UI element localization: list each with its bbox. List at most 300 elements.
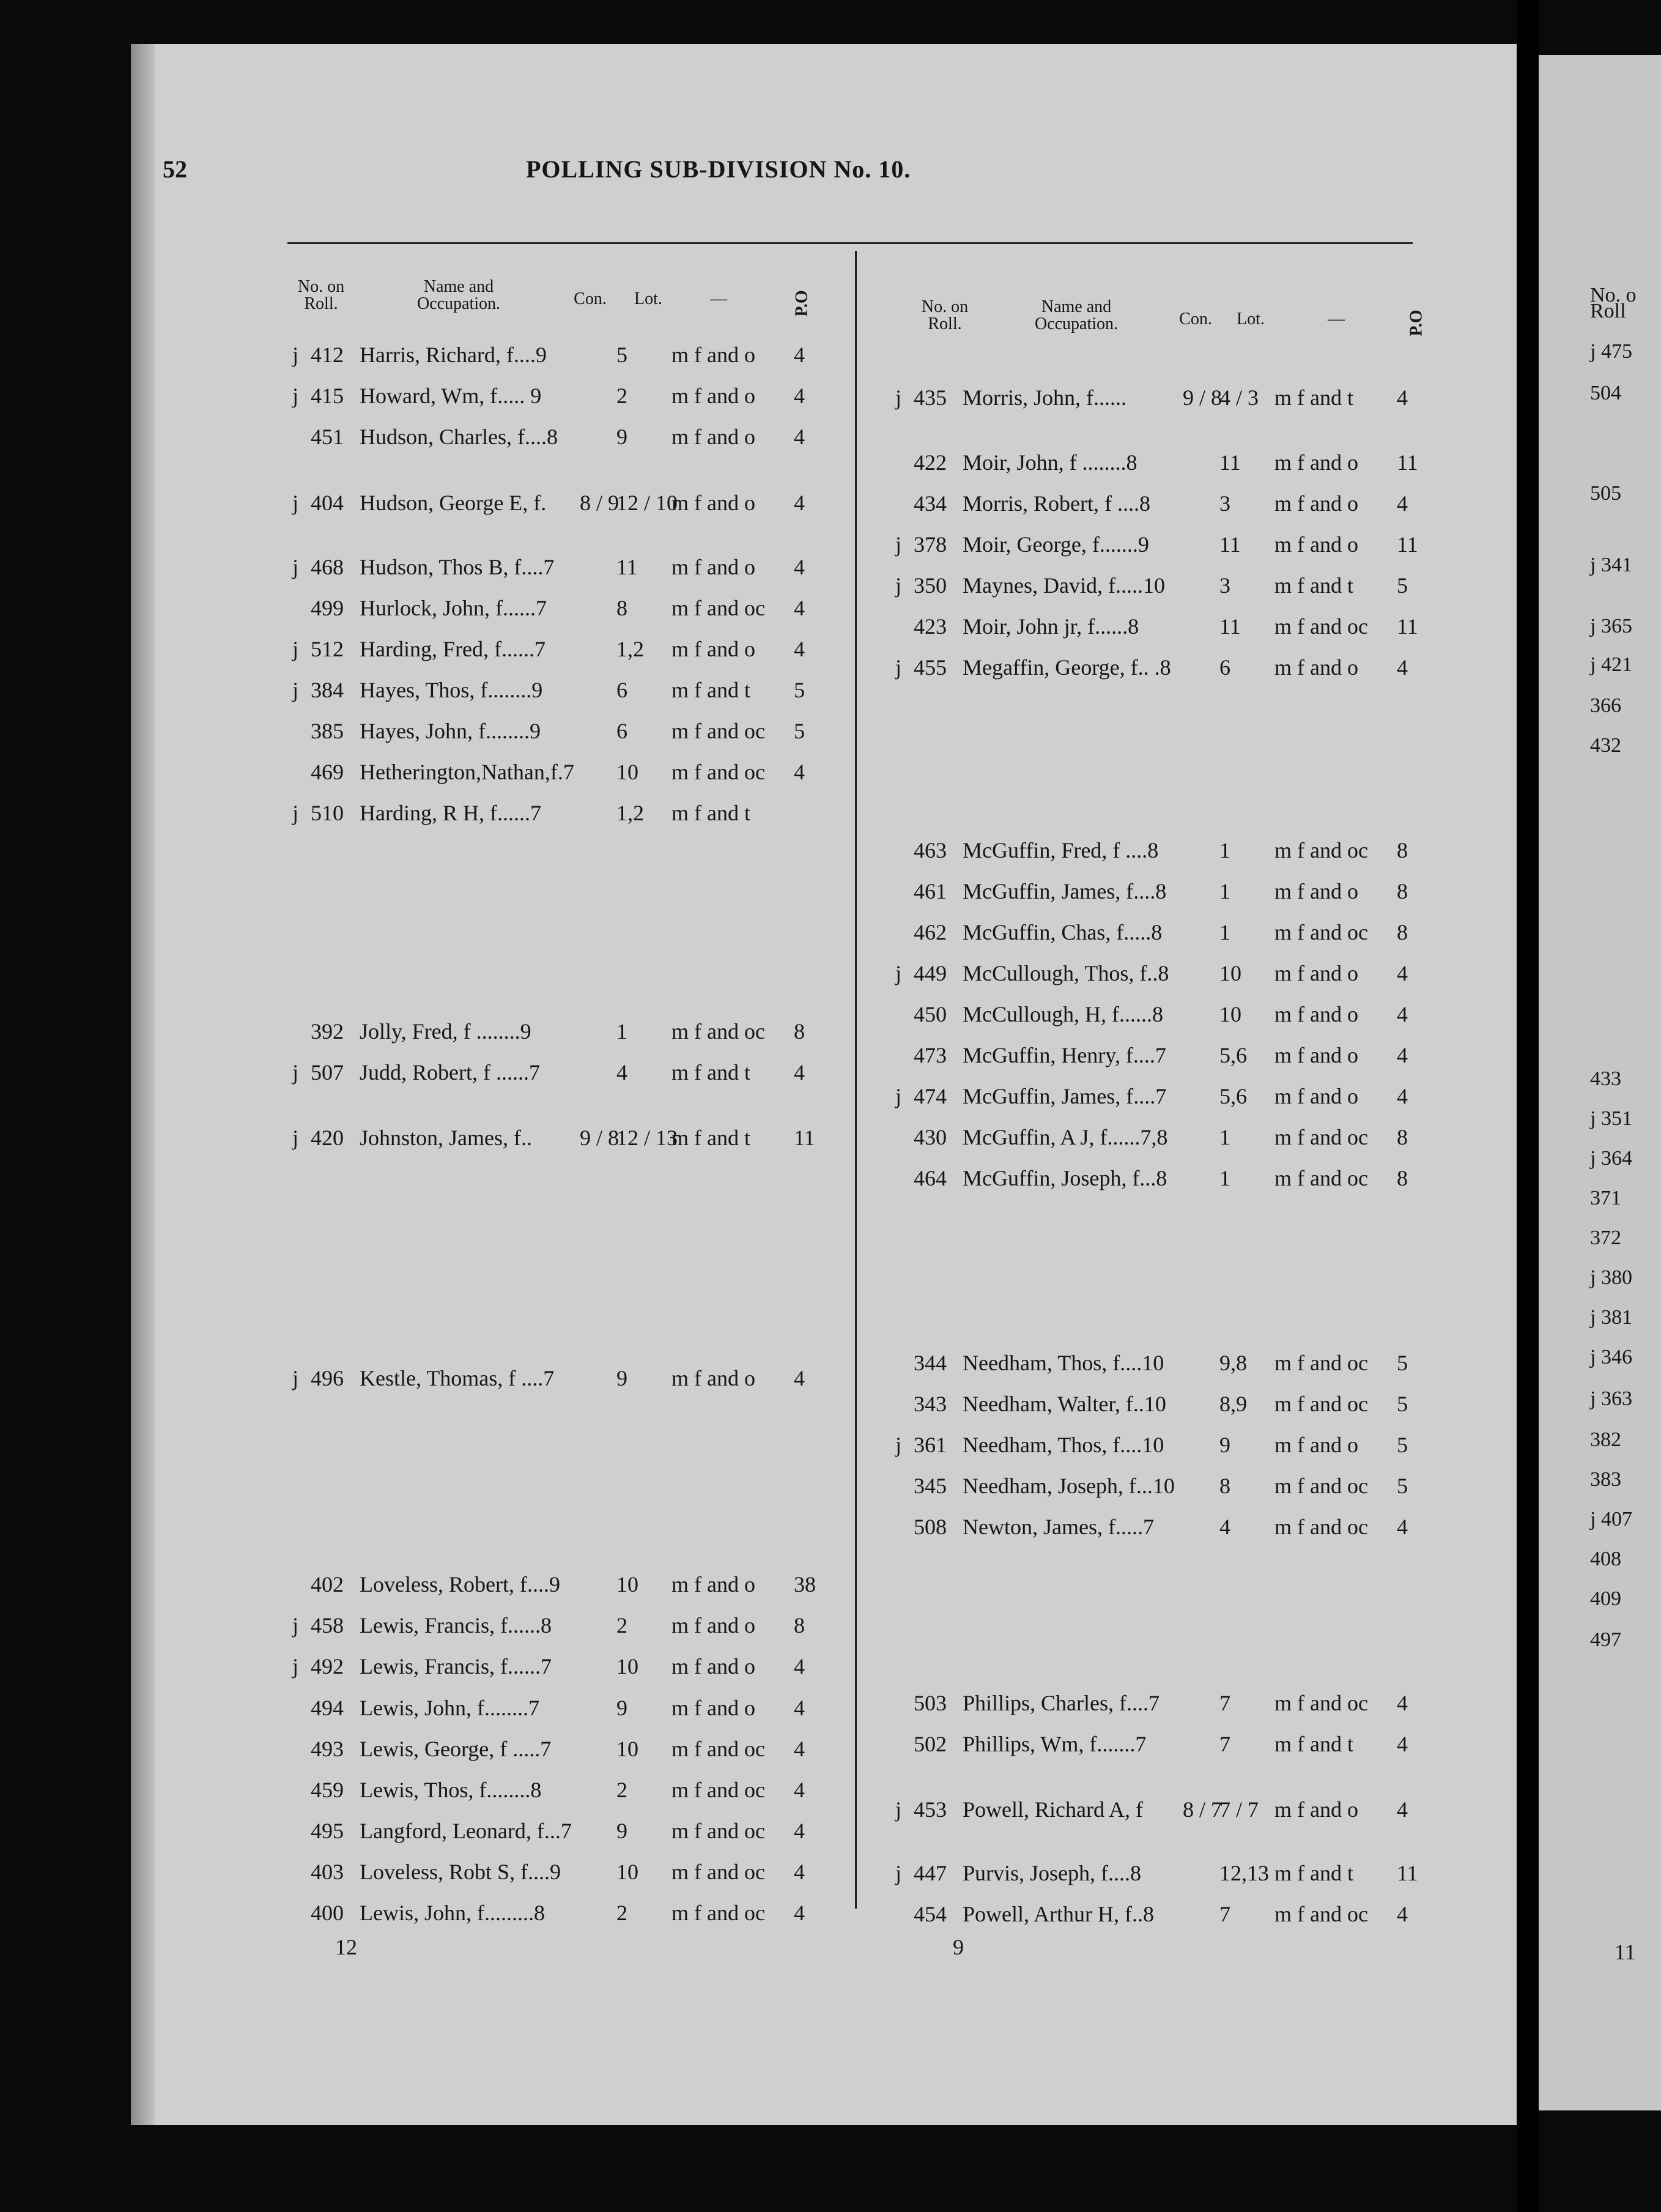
lot-number: 5 <box>616 343 627 367</box>
voter-name: McCullough, Thos, f..8 <box>963 961 1169 985</box>
occupation-code: m f and oc <box>1274 1902 1368 1926</box>
col-head-dash-right: — <box>1328 310 1345 328</box>
adjacent-page-fragment-text: 408 <box>1590 1548 1621 1570</box>
roll-number: 450 <box>914 1002 947 1026</box>
occupation-code: m f and t <box>1274 1732 1353 1756</box>
voter-name: Hayes, John, f........9 <box>360 719 541 743</box>
adjacent-page-fragment-text: j 407 <box>1590 1508 1632 1531</box>
occupation-code: m f and oc <box>671 1901 765 1925</box>
gutter-shadow <box>1517 0 1539 2212</box>
occupation-code: m f and t <box>1274 1861 1353 1885</box>
lot-number: 5,6 <box>1219 1043 1247 1067</box>
voter-name: Purvis, Joseph, f....8 <box>963 1861 1142 1885</box>
voter-name: McGuffin, Joseph, f...8 <box>963 1166 1167 1190</box>
voter-name: McGuffin, Chas, f.....8 <box>963 920 1163 945</box>
juror-mark: j <box>895 961 902 985</box>
occupation-code: m f and oc <box>671 1778 765 1802</box>
voter-name: Needham, Walter, f..10 <box>963 1392 1166 1416</box>
roll-number: 451 <box>311 425 344 449</box>
lot-number: 10 <box>616 1860 638 1884</box>
lot-number: 10 <box>616 1572 638 1597</box>
juror-mark: j <box>292 384 299 408</box>
occupation-code: m f and o <box>1274 1002 1358 1026</box>
voter-name: Hudson, George E, f. <box>360 491 547 515</box>
juror-mark: j <box>292 1126 299 1150</box>
roll-number: 402 <box>311 1572 344 1597</box>
occupation-code: m f and o <box>671 1366 755 1390</box>
voter-name: McGuffin, James, f....7 <box>963 1084 1167 1108</box>
post-office: 4 <box>1397 385 1408 410</box>
voter-name: Howard, Wm, f..... 9 <box>360 384 542 408</box>
roll-number: 423 <box>914 614 947 639</box>
voter-name: Newton, James, f.....7 <box>963 1515 1154 1539</box>
roll-number: 420 <box>311 1126 344 1150</box>
page-title: POLLING SUB-DIVISION No. 10. <box>526 155 911 183</box>
adjacent-page-fragment-text: Roll <box>1590 300 1626 322</box>
post-office: 4 <box>794 1737 805 1761</box>
roll-number: 400 <box>311 1901 344 1925</box>
adjacent-page-fragment-text: 371 <box>1590 1187 1621 1209</box>
concession-pair: 9 / 8 <box>580 1126 620 1150</box>
voter-name: Megaffin, George, f.. .8 <box>963 655 1171 680</box>
lot-pair: 12 / 10 <box>616 491 678 515</box>
voter-name: Hetherington,Nathan,f.7 <box>360 760 574 784</box>
adjacent-page-fragment-text: 504 <box>1590 382 1621 404</box>
roll-number: 503 <box>914 1691 947 1715</box>
lot-number: 9,8 <box>1219 1351 1247 1375</box>
voter-name: Harding, R H, f......7 <box>360 801 541 825</box>
occupation-code: m f and o <box>1274 532 1358 557</box>
post-office: 11 <box>794 1126 815 1150</box>
juror-mark: j <box>895 1861 902 1885</box>
occupation-code: m f and o <box>671 425 755 449</box>
col-head-con-right: Con. <box>1179 310 1212 328</box>
post-office: 4 <box>1397 1797 1408 1822</box>
adjacent-page-fragment-text: j 421 <box>1590 653 1632 676</box>
voter-name: Lewis, Francis, f......8 <box>360 1613 552 1638</box>
voter-name: Langford, Leonard, f...7 <box>360 1819 572 1843</box>
occupation-code: m f and oc <box>671 1819 765 1843</box>
post-office: 4 <box>1397 1902 1408 1926</box>
voter-name: Loveless, Robert, f....9 <box>360 1572 560 1597</box>
post-office: 8 <box>1397 838 1408 863</box>
lot-number: 5,6 <box>1219 1084 1247 1108</box>
post-office: 4 <box>794 1901 805 1925</box>
occupation-code: m f and o <box>671 555 755 579</box>
header-rule <box>287 242 1413 244</box>
roll-number: 345 <box>914 1474 947 1498</box>
adjacent-page-fragment-text: 433 <box>1590 1067 1621 1090</box>
roll-number: 492 <box>311 1654 344 1679</box>
voter-name: Maynes, David, f.....10 <box>963 573 1165 598</box>
juror-mark: j <box>895 1084 902 1108</box>
adjacent-page-fragment-text: 382 <box>1590 1428 1621 1451</box>
roll-number: 461 <box>914 879 947 904</box>
roll-number: 350 <box>914 573 947 598</box>
voter-name: Lewis, Francis, f......7 <box>360 1654 552 1679</box>
occupation-code: m f and o <box>671 1654 755 1679</box>
voter-name: Lewis, Thos, f........8 <box>360 1778 542 1802</box>
lot-number: 9 <box>616 1696 627 1720</box>
post-office: 4 <box>1397 1002 1408 1026</box>
juror-mark: j <box>895 385 902 410</box>
roll-number: 392 <box>311 1019 344 1044</box>
lot-number: 9 <box>616 1366 627 1390</box>
occupation-code: m f and o <box>1274 961 1358 985</box>
voter-name: Morris, John, f...... <box>963 385 1126 410</box>
voter-name: Lewis, John, f.........8 <box>360 1901 545 1925</box>
post-office: 4 <box>1397 1084 1408 1108</box>
col-head-con: Con. <box>574 289 607 308</box>
roll-number: 404 <box>311 491 344 515</box>
post-office: 4 <box>1397 1732 1408 1756</box>
post-office: 38 <box>794 1572 816 1597</box>
occupation-code: m f and oc <box>1274 1515 1368 1539</box>
post-office: 8 <box>1397 879 1408 904</box>
adjacent-page-fragment-text: 366 <box>1590 694 1621 717</box>
post-office: 4 <box>794 1060 805 1085</box>
voter-name: Powell, Arthur H, f..8 <box>963 1902 1154 1926</box>
post-office: 4 <box>1397 1515 1408 1539</box>
occupation-code: m f and o <box>1274 1043 1358 1067</box>
juror-mark: j <box>895 1797 902 1822</box>
lot-number: 11 <box>616 555 638 579</box>
col-head-roll-right: No. on Roll. <box>921 297 969 333</box>
juror-mark: j <box>292 1613 299 1638</box>
concession-pair: 8 / 9 <box>580 491 620 515</box>
col-head-name-right: Name and Occupation. <box>1034 297 1119 333</box>
lot-number: 8 <box>1219 1474 1230 1498</box>
roll-number: 449 <box>914 961 947 985</box>
roll-number: 495 <box>311 1819 344 1843</box>
post-office: 4 <box>1397 655 1408 680</box>
voter-name: McCullough, H, f......8 <box>963 1002 1163 1026</box>
juror-mark: j <box>292 555 299 579</box>
roll-number: 455 <box>914 655 947 680</box>
post-office: 4 <box>794 637 805 661</box>
adjacent-page-fragment-text: 383 <box>1590 1468 1621 1491</box>
voter-name: Kestle, Thomas, f ....7 <box>360 1366 555 1390</box>
roll-number: 454 <box>914 1902 947 1926</box>
juror-mark: j <box>895 655 902 680</box>
occupation-code: m f and o <box>671 1696 755 1720</box>
occupation-code: m f and o <box>1274 879 1358 904</box>
lot-pair: 4 / 3 <box>1219 385 1259 410</box>
adjacent-page-fragment-text: j 364 <box>1590 1147 1632 1170</box>
col-head-roll: No. on Roll. <box>297 277 345 313</box>
juror-mark: j <box>292 801 299 825</box>
occupation-code: m f and oc <box>1274 1166 1368 1190</box>
occupation-code: m f and o <box>1274 1797 1358 1822</box>
adjacent-page-fragment-text: 505 <box>1590 482 1621 505</box>
post-office: 4 <box>794 1696 805 1720</box>
occupation-code: m f and o <box>671 343 755 367</box>
lot-number: 2 <box>616 1901 627 1925</box>
roll-number: 378 <box>914 532 947 557</box>
adjacent-page-fragment-text: j 381 <box>1590 1306 1632 1329</box>
lot-number: 9 <box>616 1819 627 1843</box>
adjacent-page-fragment-text: j 365 <box>1590 615 1632 637</box>
occupation-code: m f and oc <box>1274 1125 1368 1149</box>
lot-number: 11 <box>1219 532 1241 557</box>
voter-name: Loveless, Robt S, f....9 <box>360 1860 561 1884</box>
juror-mark: j <box>895 532 902 557</box>
post-office: 5 <box>1397 1392 1408 1416</box>
occupation-code: m f and o <box>671 491 755 515</box>
col-head-name: Name and Occupation. <box>416 277 501 313</box>
lot-number: 10 <box>616 1654 638 1679</box>
voter-name: Phillips, Wm, f.......7 <box>963 1732 1147 1756</box>
juror-mark: j <box>895 1433 902 1457</box>
roll-number: 412 <box>311 343 344 367</box>
roll-number: 384 <box>311 678 344 702</box>
roll-number: 344 <box>914 1351 947 1375</box>
voter-name: McGuffin, Fred, f ....8 <box>963 838 1159 863</box>
lot-number: 1 <box>1219 879 1230 904</box>
post-office: 4 <box>794 555 805 579</box>
occupation-code: m f and oc <box>1274 1691 1368 1715</box>
roll-number: 435 <box>914 385 947 410</box>
lot-number: 6 <box>1219 655 1230 680</box>
occupation-code: m f and t <box>1274 573 1353 598</box>
voter-name: Powell, Richard A, f <box>963 1797 1143 1822</box>
lot-number: 2 <box>616 1778 627 1802</box>
lot-number: 1 <box>1219 1166 1230 1190</box>
voter-name: Harris, Richard, f....9 <box>360 343 547 367</box>
post-office: 4 <box>794 1778 805 1802</box>
adjacent-page-fragment-text: j 346 <box>1590 1346 1632 1368</box>
voter-name: Phillips, Charles, f....7 <box>963 1691 1160 1715</box>
post-office: 4 <box>794 760 805 784</box>
post-office: 5 <box>1397 1433 1408 1457</box>
roll-number: 512 <box>311 637 344 661</box>
roll-number: 469 <box>311 760 344 784</box>
lot-pair: 7 / 7 <box>1219 1797 1259 1822</box>
post-office: 11 <box>1397 614 1418 639</box>
roll-number: 422 <box>914 450 947 475</box>
adjacent-page-fragment-text: j 341 <box>1590 554 1632 576</box>
adjacent-page-fragment-text: j 475 <box>1590 340 1632 363</box>
voter-name: Needham, Joseph, f...10 <box>963 1474 1175 1498</box>
roll-number: 447 <box>914 1861 947 1885</box>
col-head-po: P.O <box>792 290 812 317</box>
occupation-code: m f and oc <box>1274 838 1368 863</box>
voter-name: McGuffin, A J, f......7,8 <box>963 1125 1168 1149</box>
lot-number: 3 <box>1219 491 1230 516</box>
occupation-code: m f and oc <box>671 1737 765 1761</box>
roll-number: 343 <box>914 1392 947 1416</box>
post-office: 4 <box>794 384 805 408</box>
voter-name: Harding, Fred, f......7 <box>360 637 546 661</box>
post-office: 5 <box>794 719 805 743</box>
lot-number: 1 <box>616 1019 627 1044</box>
post-office: 8 <box>1397 920 1408 945</box>
adjacent-page-fragment-text: No. o <box>1590 284 1637 306</box>
occupation-code: m f and o <box>671 384 755 408</box>
adjacent-page-fragment-text: 409 <box>1590 1587 1621 1610</box>
col-head-lot: Lot. <box>634 289 662 308</box>
occupation-code: m f and o <box>1274 450 1358 475</box>
roll-number: 453 <box>914 1797 947 1822</box>
adjacent-page-fragment-text: j 380 <box>1590 1266 1632 1289</box>
lot-number: 7 <box>1219 1902 1230 1926</box>
post-office: 5 <box>1397 1351 1408 1375</box>
occupation-code: m f and oc <box>1274 920 1368 945</box>
occupation-code: m f and oc <box>1274 1474 1368 1498</box>
roll-number: 474 <box>914 1084 947 1108</box>
occupation-code: m f and o <box>1274 1084 1358 1108</box>
roll-number: 385 <box>311 719 344 743</box>
post-office: 4 <box>794 343 805 367</box>
occupation-code: m f and o <box>671 1572 755 1597</box>
post-office: 4 <box>794 425 805 449</box>
lot-number: 1 <box>1219 838 1230 863</box>
juror-mark: j <box>292 491 299 515</box>
roll-number: 361 <box>914 1433 947 1457</box>
post-office: 4 <box>794 491 805 515</box>
post-office: 4 <box>794 1366 805 1390</box>
lot-number: 6 <box>616 678 627 702</box>
occupation-code: m f and o <box>1274 655 1358 680</box>
adjacent-page-fragment-text: 372 <box>1590 1227 1621 1249</box>
juror-mark: j <box>292 1366 299 1390</box>
voter-name: McGuffin, James, f....8 <box>963 879 1167 904</box>
voter-name: McGuffin, Henry, f....7 <box>963 1043 1166 1067</box>
post-office: 4 <box>794 1819 805 1843</box>
voter-name: Lewis, George, f .....7 <box>360 1737 552 1761</box>
lot-number: 3 <box>1219 573 1230 598</box>
lot-number: 6 <box>616 719 627 743</box>
occupation-code: m f and oc <box>1274 1392 1368 1416</box>
occupation-code: m f and o <box>1274 1433 1358 1457</box>
occupation-code: m f and o <box>671 1613 755 1638</box>
occupation-code: m f and o <box>671 637 755 661</box>
post-office: 5 <box>794 678 805 702</box>
lot-number: 7 <box>1219 1691 1230 1715</box>
juror-mark: j <box>895 573 902 598</box>
post-office: 5 <box>1397 1474 1408 1498</box>
lot-number: 9 <box>616 425 627 449</box>
lot-number: 10 <box>1219 1002 1241 1026</box>
occupation-code: m f and t <box>671 1126 750 1150</box>
lot-number: 12,13 <box>1219 1861 1269 1885</box>
juror-mark: j <box>292 1654 299 1679</box>
concession-pair: 8 / 7 <box>1183 1797 1223 1822</box>
voter-name: Johnston, James, f.. <box>360 1126 532 1150</box>
lot-number: 8 <box>616 596 627 620</box>
post-office: 4 <box>1397 491 1408 516</box>
post-office: 4 <box>1397 1043 1408 1067</box>
voter-name: Hudson, Charles, f....8 <box>360 425 558 449</box>
post-office: 11 <box>1397 450 1418 475</box>
lot-number: 1,2 <box>616 801 644 825</box>
occupation-code: m f and t <box>671 1060 750 1085</box>
adjacent-page-fragment-text: j 351 <box>1590 1107 1632 1130</box>
lot-number: 8,9 <box>1219 1392 1247 1416</box>
post-office: 5 <box>1397 573 1408 598</box>
post-office: 8 <box>1397 1125 1408 1149</box>
lot-number: 11 <box>1219 450 1241 475</box>
voter-name: Moir, George, f.......9 <box>963 532 1149 557</box>
roll-number: 462 <box>914 920 947 945</box>
col-head-po-right: P.O <box>1407 310 1426 336</box>
voter-name: Morris, Robert, f ....8 <box>963 491 1150 516</box>
lot-number: 11 <box>1219 614 1241 639</box>
occupation-code: m f and t <box>1274 385 1353 410</box>
occupation-code: m f and oc <box>1274 614 1368 639</box>
roll-number: 499 <box>311 596 344 620</box>
occupation-code: m f and oc <box>671 719 765 743</box>
occupation-code: m f and oc <box>671 760 765 784</box>
occupation-code: m f and oc <box>671 596 765 620</box>
voter-name: Hudson, Thos B, f....7 <box>360 555 555 579</box>
roll-number: 430 <box>914 1125 947 1149</box>
occupation-code: m f and oc <box>671 1019 765 1044</box>
voter-name: Moir, John jr, f......8 <box>963 614 1139 639</box>
roll-number: 473 <box>914 1043 947 1067</box>
post-office: 11 <box>1397 1861 1418 1885</box>
lot-number: 10 <box>616 760 638 784</box>
adjacent-page-fragment-text: 497 <box>1590 1628 1621 1651</box>
post-office: 4 <box>794 1860 805 1884</box>
roll-number: 496 <box>311 1366 344 1390</box>
footer-count-left: 12 <box>335 1935 357 1959</box>
occupation-code: m f and t <box>671 678 750 702</box>
roll-number: 507 <box>311 1060 344 1085</box>
footer-count-right: 11 <box>1615 1940 1636 1964</box>
page-number: 52 <box>163 155 187 183</box>
roll-number: 510 <box>311 801 344 825</box>
roll-number: 508 <box>914 1515 947 1539</box>
roll-number: 502 <box>914 1732 947 1756</box>
voter-name: Judd, Robert, f ......7 <box>360 1060 540 1085</box>
page-binding-edge <box>131 44 155 2125</box>
roll-number: 464 <box>914 1166 947 1190</box>
roll-number: 459 <box>311 1778 344 1802</box>
column-divider <box>855 251 857 1909</box>
roll-number: 403 <box>311 1860 344 1884</box>
occupation-code: m f and oc <box>1274 1351 1368 1375</box>
lot-number: 1 <box>1219 1125 1230 1149</box>
post-office: 4 <box>1397 961 1408 985</box>
lot-pair: 12 / 13 <box>616 1126 678 1150</box>
lot-number: 2 <box>616 384 627 408</box>
voter-name: Hurlock, John, f......7 <box>360 596 547 620</box>
voter-name: Jolly, Fred, f ........9 <box>360 1019 531 1044</box>
adjacent-page-fragment-text: j 363 <box>1590 1387 1632 1410</box>
occupation-code: m f and oc <box>671 1860 765 1884</box>
footer-count-middle: 9 <box>953 1935 964 1959</box>
roll-number: 468 <box>311 555 344 579</box>
adjacent-page-fragment-text: 432 <box>1590 734 1621 757</box>
lot-number: 4 <box>616 1060 627 1085</box>
voter-name: Needham, Thos, f....10 <box>963 1433 1164 1457</box>
roll-number: 463 <box>914 838 947 863</box>
concession-pair: 9 / 8 <box>1183 385 1223 410</box>
col-head-dash: — <box>710 289 727 308</box>
post-office: 8 <box>794 1613 805 1638</box>
juror-mark: j <box>292 637 299 661</box>
roll-number: 434 <box>914 491 947 516</box>
lot-number: 2 <box>616 1613 627 1638</box>
roll-number: 458 <box>311 1613 344 1638</box>
post-office: 8 <box>1397 1166 1408 1190</box>
occupation-code: m f and o <box>1274 491 1358 516</box>
post-office: 4 <box>1397 1691 1408 1715</box>
col-head-lot-right: Lot. <box>1237 310 1265 328</box>
roll-number: 494 <box>311 1696 344 1720</box>
roll-number: 415 <box>311 384 344 408</box>
